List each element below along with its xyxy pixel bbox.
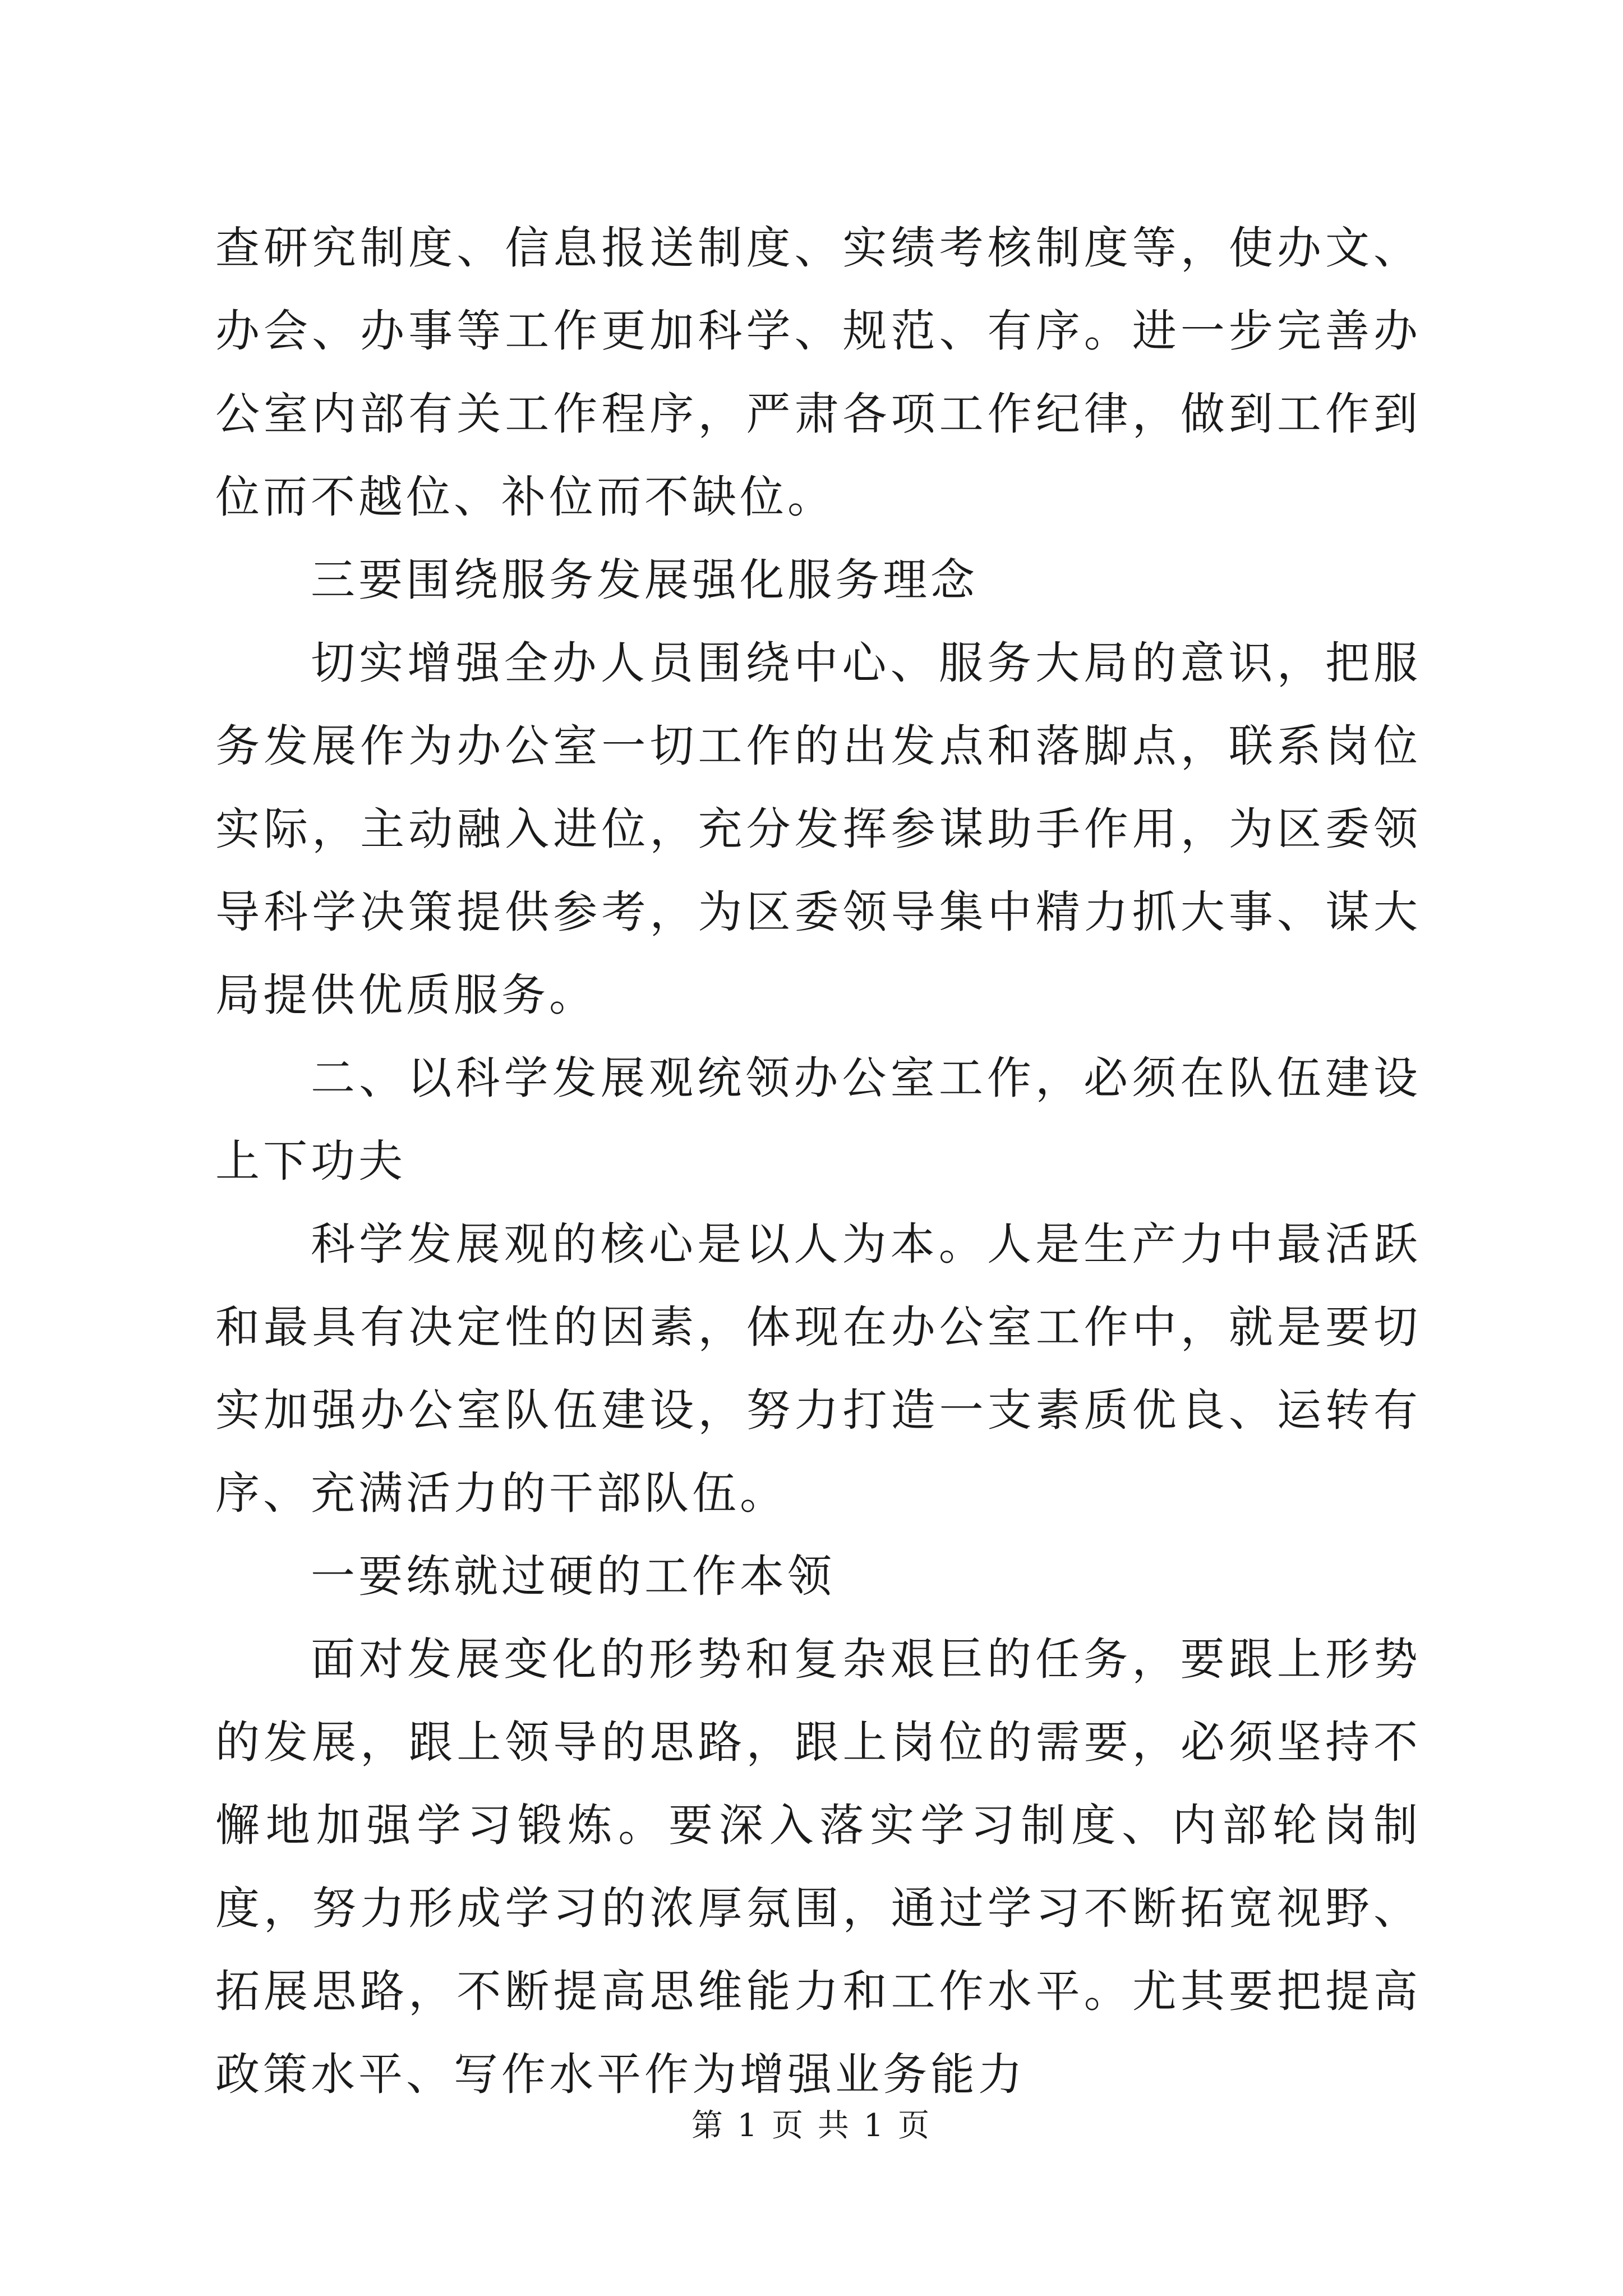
paragraph-4: 面对发展变化的形势和复杂艰巨的任务，要跟上形势的发展，跟上领导的思路，跟上岗位的需要，必须坚持不懈地加强学习锻炼。要深入落实学习制度、内部轮岗制度，努力形成学习的浓厚氛围，通过学习不断拓宽视野、拓展思路，不断提高思维能力和工作水平。尤其要把提高政策水平、写作水平作为增强业务能力 bbox=[215, 1634, 1421, 2100]
section-heading-work-skills: 一要练就过硬的工作本领 bbox=[311, 1550, 835, 1602]
document-body bbox=[215, 206, 1421, 2116]
section-heading-team-building: 二、以科学发展观统领办公室工作，必须在队伍建设上下功夫 bbox=[215, 1052, 1421, 1187]
paragraph-2: 切实增强全办人员围绕中心、服务大局的意识，把服务发展作为办公室一切工作的出发点和落脚点，联系岗位实际，主动融入进位，充分发挥参谋助手作用，为区委领导科学决策提供参考，为区委领导集中精力抓大事、谋大局提供优质服务。 bbox=[215, 637, 1421, 1021]
paragraph-3: 科学发展观的核心是以人为本。人是生产力中最活跃和最具有决定性的因素，体现在办公室工作中，就是要切实加强办公室队伍建设，努力打造一支素质优良、运转有序、充满活力的干部队伍。 bbox=[215, 1218, 1421, 1519]
section-heading-service: 三要围绕服务发展强化服务理念 bbox=[311, 554, 978, 606]
paragraph-1: 查研究制度、信息报送制度、实绩考核制度等，使办文、办会、办事等工作更加科学、规范、有序。进一步完善办公室内部有关工作程序，严肃各项工作纪律，做到工作到位而不越位、补位而不缺位。 bbox=[215, 222, 1421, 523]
page-footer: 第 1 页 共 1 页 bbox=[691, 2108, 932, 2144]
